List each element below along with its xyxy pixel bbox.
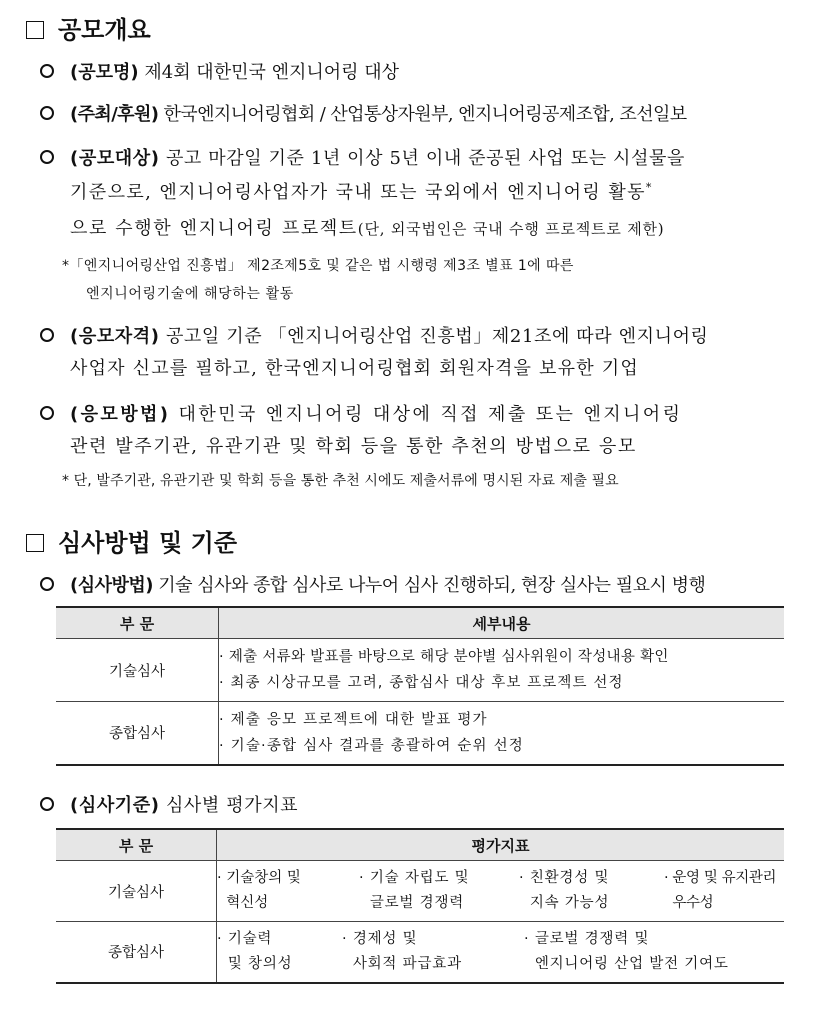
table-row bbox=[56, 922, 784, 983]
table-header-row bbox=[56, 607, 784, 639]
indicator-item: · 글로벌 경쟁력 및 엔지니어링 산업 발전 기여도 bbox=[524, 930, 729, 972]
item-contest-name bbox=[40, 58, 800, 86]
footnote: * 단, 발주기관, 유관기관 및 학회 등을 통한 추천 시에도 제출서류에 명시된 자료 제출 필요 bbox=[62, 473, 619, 489]
review-method-table bbox=[56, 606, 784, 766]
checkbox-square-icon bbox=[26, 534, 44, 552]
circle-bullet-icon bbox=[40, 64, 54, 78]
item-method bbox=[40, 400, 800, 464]
header-category: 부 문 bbox=[56, 607, 219, 639]
table-row bbox=[56, 702, 784, 765]
circle-bullet-icon bbox=[40, 406, 54, 420]
item-review-method bbox=[40, 571, 800, 599]
circle-bullet-icon bbox=[40, 328, 54, 342]
item-label: (응모방법) bbox=[70, 404, 171, 425]
section-title-review: 심사방법 및 기준 bbox=[26, 523, 237, 558]
item-text: 제4회 대한민국 엔지니어링 대상 bbox=[144, 62, 400, 83]
indicator-item: · 경제성 및 사회적 파급효과 bbox=[342, 930, 462, 972]
row-details bbox=[219, 639, 785, 702]
footnote: *「엔지니어링산업 진흥법」 제2조제5호 및 같은 법 시행령 제3조 별표 1에 따른 bbox=[62, 258, 574, 274]
detail-line: · 최종 시상규모를 고려, 종합심사 대상 후보 프로젝트 선정 bbox=[219, 675, 624, 691]
item-label: (공모대상) bbox=[70, 148, 160, 169]
row-indicators bbox=[217, 922, 785, 983]
table-row bbox=[56, 639, 784, 702]
item-text: 한국엔지니어링협회 / 산업통상자원부, 엔지니어링공제조합, 조선일보 bbox=[163, 104, 687, 125]
item-eligibility bbox=[40, 322, 800, 386]
indicator-item: · 친환경성 및 지속 가능성 bbox=[519, 870, 610, 911]
item-host bbox=[40, 100, 800, 128]
row-indicators bbox=[217, 861, 785, 922]
item-text-line: 으로 수행한 엔지니어링 프로젝트 bbox=[70, 218, 358, 239]
item-label: (응모자격) bbox=[70, 326, 160, 347]
circle-bullet-icon bbox=[40, 797, 54, 811]
section-title-overview: 공모개요 bbox=[26, 10, 151, 45]
item-text-paren: (단, 외국법인은 국내 수행 프로젝트로 제한) bbox=[357, 220, 665, 238]
item-text: 기술 심사와 종합 심사로 나누어 심사 진행하되, 현장 실사는 필요시 병행 bbox=[158, 575, 706, 596]
footnote-mark: * bbox=[645, 181, 653, 194]
item-text: 심사별 평가지표 bbox=[165, 795, 299, 816]
row-category: 종합심사 bbox=[56, 922, 217, 983]
header-indicators: 평가지표 bbox=[217, 829, 785, 861]
indicator-item: · 기술창의 및 혁신성 bbox=[217, 870, 301, 911]
item-review-criteria bbox=[40, 791, 800, 819]
detail-line: · 기술·종합 심사 결과를 총괄하여 순위 선정 bbox=[219, 737, 524, 754]
item-text-line: 대한민국 엔지니어링 대상에 직접 제출 또는 엔지니어링 bbox=[178, 404, 683, 425]
circle-bullet-icon bbox=[40, 106, 54, 120]
item-label: (공모명) bbox=[70, 62, 139, 83]
header-details: 세부내용 bbox=[219, 607, 785, 639]
circle-bullet-icon bbox=[40, 577, 54, 591]
item-text-line: 관련 발주기관, 유관기관 및 학회 등을 통한 추천의 방법으로 응모 bbox=[70, 436, 637, 457]
indicator-item: · 기술 자립도 및 글로벌 경쟁력 bbox=[359, 870, 470, 911]
review-criteria-table bbox=[56, 828, 784, 984]
item-target bbox=[40, 144, 800, 304]
item-text-line: 기준으로, 엔지니어링사업자가 국내 또는 국외에서 엔지니어링 활동 bbox=[70, 182, 646, 203]
table-header-row bbox=[56, 829, 784, 861]
indicator-item: · 운영 및 유지관리 우수성 bbox=[664, 870, 777, 911]
row-category: 기술심사 bbox=[56, 861, 217, 922]
item-label: (주최/후원) bbox=[70, 104, 159, 125]
footnote-cont: 엔지니어링기술에 해당하는 활동 bbox=[86, 286, 294, 302]
item-text-line: 공고 마감일 기준 1년 이상 5년 이내 준공된 사업 또는 시설물을 bbox=[165, 148, 685, 169]
detail-line: · 제출 응모 프로젝트에 대한 발표 평가 bbox=[219, 711, 488, 728]
row-category: 기술심사 bbox=[56, 639, 219, 702]
detail-line: · 제출 서류와 발표를 바탕으로 해당 분야별 심사위원이 작성내용 확인 bbox=[219, 649, 669, 665]
item-label: (심사기준) bbox=[70, 795, 160, 816]
row-category: 종합심사 bbox=[56, 702, 219, 765]
indicator-item: · 기술력 및 창의성 bbox=[217, 930, 293, 972]
item-text-line: 사업자 신고를 필하고, 한국엔지니어링협회 회원자격을 보유한 기업 bbox=[70, 358, 639, 379]
header-category: 부 문 bbox=[56, 829, 217, 861]
checkbox-square-icon bbox=[26, 21, 44, 39]
table-row bbox=[56, 861, 784, 922]
item-label: (심사방법) bbox=[70, 575, 154, 596]
item-text-line: 공고일 기준 「엔지니어링산업 진흥법」제21조에 따라 엔지니어링 bbox=[165, 326, 709, 347]
row-details bbox=[219, 702, 785, 765]
circle-bullet-icon bbox=[40, 150, 54, 164]
